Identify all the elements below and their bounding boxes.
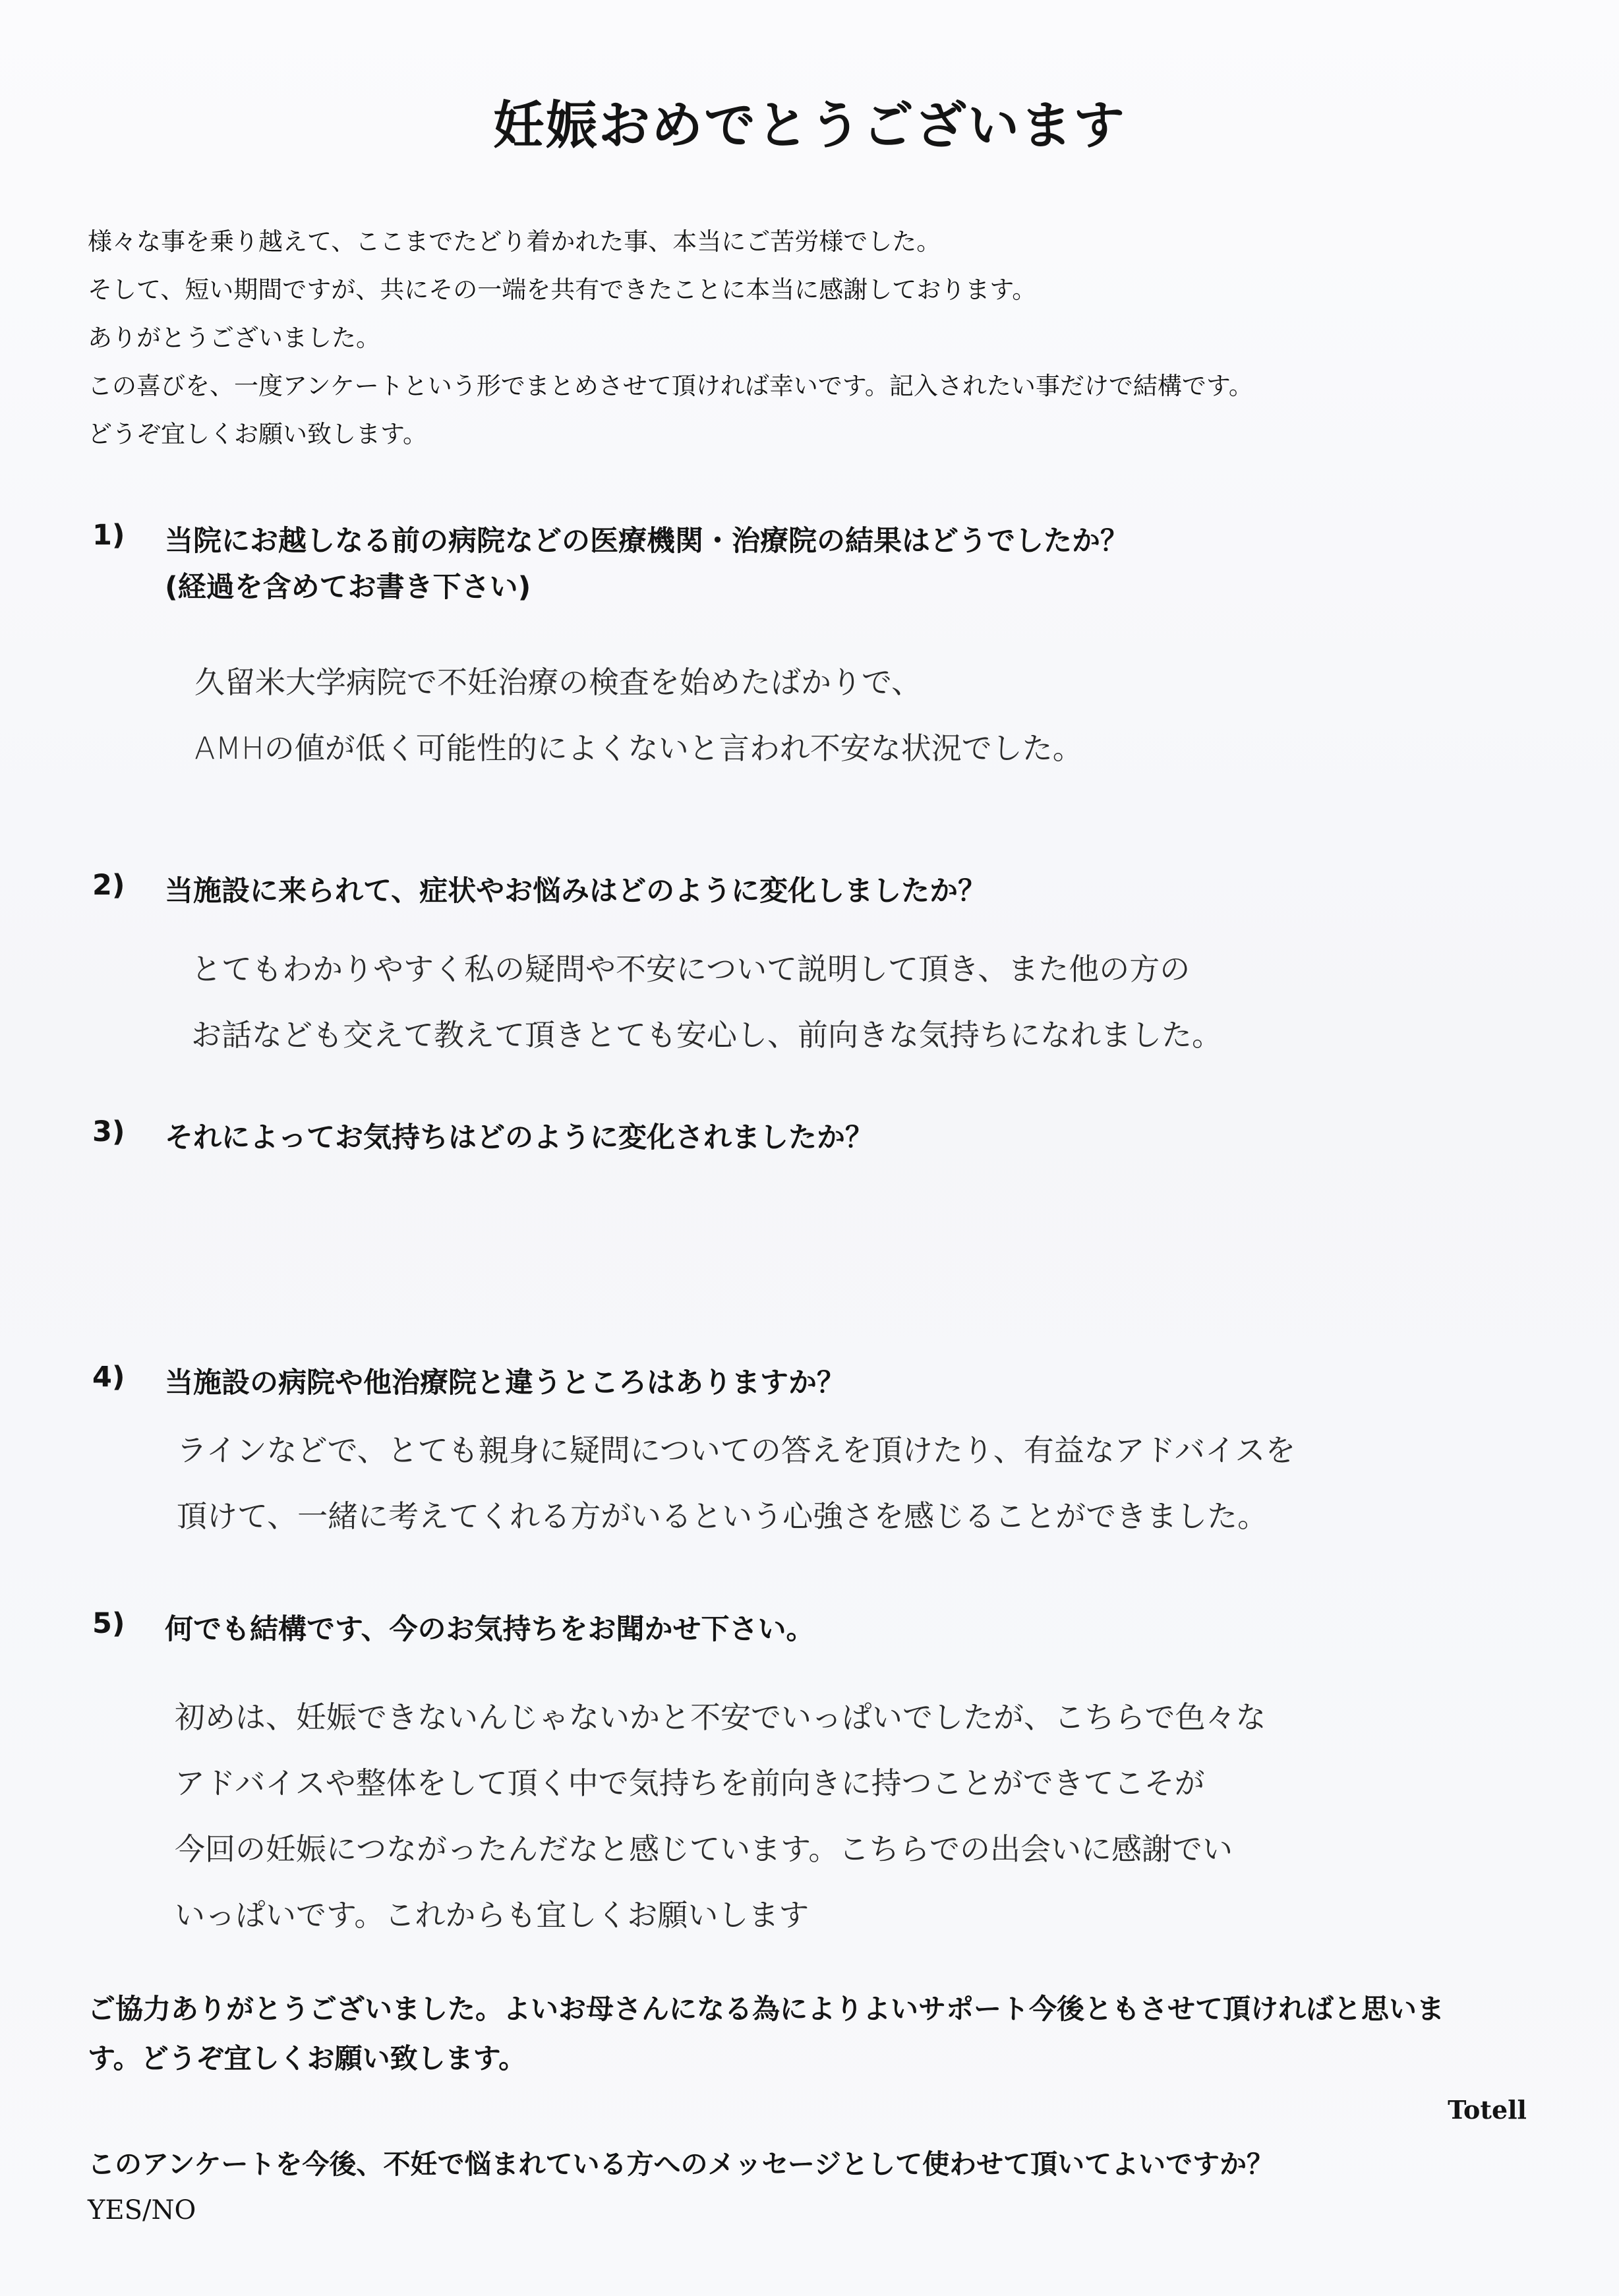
closing-line: す。どうぞ宜しくお願い致します。 xyxy=(88,2042,527,2075)
question-text: 当施設に来られて、症状やお悩みはどのように変化しましたか？ xyxy=(165,875,987,908)
answer-line: 初めは、妊娠できないんじゃないかと不安でいっぱいでしたが、こちらで色々な xyxy=(175,1699,1266,1735)
answer-line: 頂けて、一緒に考えてくれる方がいるという心強さを感じることができました。 xyxy=(177,1498,1268,1534)
answer-line: アドバイスや整体をして頂く中で気持ちを前向きに持つことができてこそが xyxy=(175,1765,1205,1801)
yes-option[interactable]: YES xyxy=(88,2195,143,2225)
answer-line: 久留米大学病院で不妊治療の検査を始めたばかりで、 xyxy=(194,664,922,700)
answer-1 xyxy=(194,649,1083,781)
answer-line: お話なども交えて教えて頂きとても安心し、前向きな気持ちになれました。 xyxy=(191,1017,1222,1053)
answer-line: 今回の妊娠につながったんだなと感じています。こちらでの出会いに感謝でい xyxy=(175,1831,1233,1867)
question-subtext: (経過を含めてお書き下さい) xyxy=(165,571,531,604)
question-text: 当施設の病院や他治療院と違うところはありますか？ xyxy=(165,1367,845,1399)
question-number: 2) xyxy=(92,869,125,902)
question-text: それによってお気持ちはどのように変化されましたか？ xyxy=(165,1121,873,1154)
answer-line: いっぱいです。これからも宜しくお願いします xyxy=(175,1897,810,1933)
answer-line: ラインなどで、とても親身に疑問についての答えを頂けたり、有益なアドバイスを xyxy=(177,1432,1296,1468)
no-option[interactable]: NO xyxy=(151,2195,196,2225)
intro-line: この喜びを、一度アンケートという形でまとめさせて頂ければ幸いです。記入されたい事だけで結構です。 xyxy=(88,372,1253,400)
intro-line: そして、短い期間ですが、共にその一端を共有できたことに本当に感謝しております。 xyxy=(88,276,1037,304)
question-text: 当院にお越しなる前の病院などの医療機関・治療院の結果はどうでしたか？ xyxy=(165,525,1129,558)
answer-5 xyxy=(175,1684,1266,1948)
answer-2 xyxy=(191,936,1222,1068)
question-number: 4) xyxy=(92,1361,125,1394)
closing-message xyxy=(88,1984,1538,2083)
question-number: 1) xyxy=(92,519,125,552)
question-number: 3) xyxy=(92,1115,125,1148)
yes-no-separator: / xyxy=(142,2195,152,2225)
question-number: 5) xyxy=(92,1607,125,1640)
intro-paragraph xyxy=(88,218,1538,458)
consent-question: このアンケートを今後、不妊で悩まれている方へのメッセージとして使わせて頂いてよいですか？ xyxy=(88,2148,1274,2180)
question-text: 何でも結構です、今のお気持ちをお聞かせ下さい。 xyxy=(165,1613,815,1646)
answer-line: とてもわかりやすく私の疑問や不安について説明して頂き、また他の方の xyxy=(191,951,1191,987)
intro-line: ありがとうございました。 xyxy=(88,324,380,352)
signature: Totell xyxy=(1448,2095,1527,2125)
intro-line: 様々な事を乗り越えて、ここまでたどり着かれた事、本当にご苦労様でした。 xyxy=(88,227,941,256)
answer-line: AMHの値が低く可能性的によくないと言われ不安な状況でした。 xyxy=(194,730,1083,766)
yes-no-choice xyxy=(88,2195,196,2225)
page-title: 妊娠おめでとうございます xyxy=(492,96,1126,156)
intro-line: どうぞ宜しくお願い致します。 xyxy=(88,420,428,448)
answer-4 xyxy=(177,1417,1295,1549)
closing-line: ご協力ありがとうございました。よいお母さんになる為によりよいサポート今後ともさせて頂ければと思いま xyxy=(88,1993,1445,2025)
